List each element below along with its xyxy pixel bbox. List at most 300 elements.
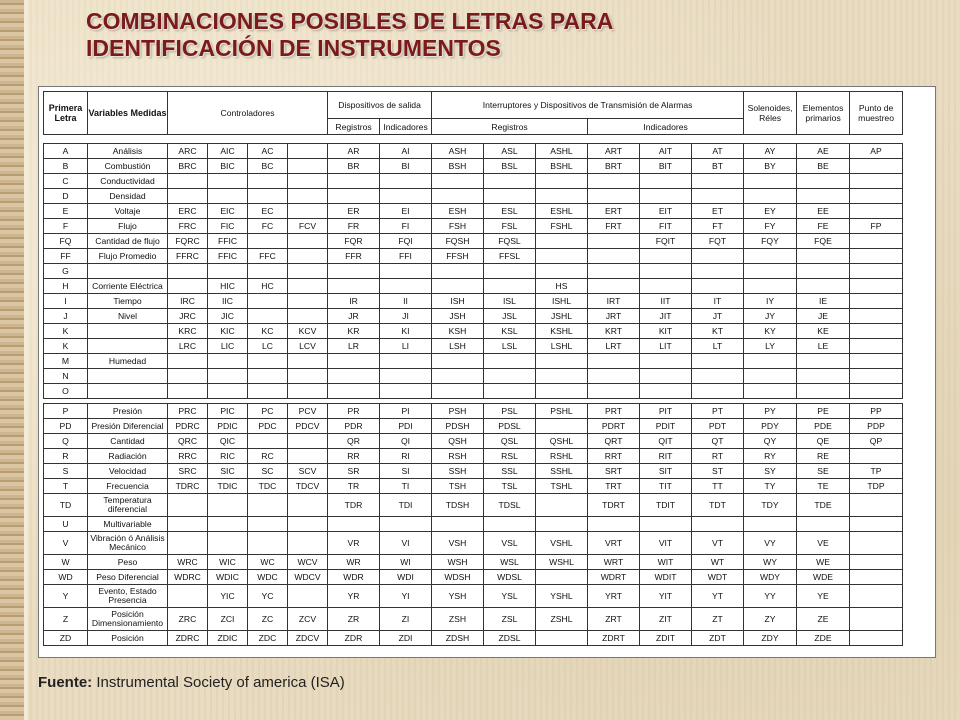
code-cell: WDC bbox=[248, 570, 288, 585]
code-cell: SY bbox=[744, 464, 797, 479]
code-cell: PT bbox=[692, 404, 744, 419]
code-cell: IRC bbox=[168, 294, 208, 309]
first-letter-cell: P bbox=[44, 404, 88, 419]
code-cell bbox=[288, 494, 328, 517]
code-cell: AI bbox=[380, 144, 432, 159]
code-cell: JSHL bbox=[536, 309, 588, 324]
table-row bbox=[44, 174, 903, 189]
code-cell: PC bbox=[248, 404, 288, 419]
code-cell: VIT bbox=[640, 532, 692, 555]
first-letter-cell: S bbox=[44, 464, 88, 479]
code-cell bbox=[744, 264, 797, 279]
table-row bbox=[44, 532, 903, 555]
code-cell: TDC bbox=[248, 479, 288, 494]
code-cell bbox=[208, 517, 248, 532]
code-cell bbox=[248, 234, 288, 249]
code-cell: VSH bbox=[432, 532, 484, 555]
code-cell: PRT bbox=[588, 404, 640, 419]
code-cell: KIT bbox=[640, 324, 692, 339]
code-cell: PDI bbox=[380, 419, 432, 434]
code-cell: FQSH bbox=[432, 234, 484, 249]
code-cell: VRT bbox=[588, 532, 640, 555]
code-cell: WDR bbox=[328, 570, 380, 585]
code-cell: KE bbox=[797, 324, 850, 339]
code-cell: ZR bbox=[328, 608, 380, 631]
code-cell bbox=[328, 174, 380, 189]
first-letter-cell: WD bbox=[44, 570, 88, 585]
code-cell bbox=[850, 264, 903, 279]
code-cell: PDC bbox=[248, 419, 288, 434]
code-cell: JY bbox=[744, 309, 797, 324]
code-cell: BRC bbox=[168, 159, 208, 174]
code-cell bbox=[692, 369, 744, 384]
code-cell: JE bbox=[797, 309, 850, 324]
code-cell: YSH bbox=[432, 585, 484, 608]
code-cell bbox=[380, 264, 432, 279]
code-cell: ZSHL bbox=[536, 608, 588, 631]
code-cell: KIC bbox=[208, 324, 248, 339]
first-letter-cell: Z bbox=[44, 608, 88, 631]
code-cell: RRC bbox=[168, 449, 208, 464]
code-cell: QE bbox=[797, 434, 850, 449]
code-cell: WDY bbox=[744, 570, 797, 585]
code-cell bbox=[168, 354, 208, 369]
code-cell: ZDSH bbox=[432, 631, 484, 646]
code-cell: PDT bbox=[692, 419, 744, 434]
first-letter-cell: Q bbox=[44, 434, 88, 449]
code-cell bbox=[850, 279, 903, 294]
table-row bbox=[44, 517, 903, 532]
code-cell bbox=[640, 249, 692, 264]
code-cell: RSH bbox=[432, 449, 484, 464]
code-cell: ER bbox=[328, 204, 380, 219]
code-cell bbox=[484, 354, 536, 369]
code-cell: KY bbox=[744, 324, 797, 339]
code-cell: KCV bbox=[288, 324, 328, 339]
code-cell bbox=[744, 354, 797, 369]
code-cell bbox=[797, 189, 850, 204]
header-solenoides: Solenoides, Réles bbox=[744, 92, 797, 135]
code-cell bbox=[288, 189, 328, 204]
code-cell bbox=[797, 264, 850, 279]
code-cell bbox=[380, 369, 432, 384]
title-line-2: IDENTIFICACIÓN DE INSTRUMENTOS bbox=[86, 35, 501, 61]
title-line-1: COMBINACIONES POSIBLES DE LETRAS PARA bbox=[86, 8, 614, 34]
code-cell: PP bbox=[850, 404, 903, 419]
code-cell bbox=[536, 570, 588, 585]
variable-cell: Frecuencia bbox=[88, 479, 168, 494]
table-row bbox=[44, 384, 903, 399]
code-cell bbox=[168, 532, 208, 555]
code-cell bbox=[850, 354, 903, 369]
code-cell: WI bbox=[380, 555, 432, 570]
code-cell: EE bbox=[797, 204, 850, 219]
code-cell: TDCV bbox=[288, 479, 328, 494]
first-letter-cell: Y bbox=[44, 585, 88, 608]
code-cell bbox=[850, 517, 903, 532]
code-cell: KI bbox=[380, 324, 432, 339]
decorative-left-border bbox=[0, 0, 25, 720]
code-cell: AIC bbox=[208, 144, 248, 159]
code-cell: ZDRC bbox=[168, 631, 208, 646]
code-cell bbox=[328, 384, 380, 399]
code-cell bbox=[288, 517, 328, 532]
code-cell bbox=[288, 204, 328, 219]
code-cell: AY bbox=[744, 144, 797, 159]
code-cell: AT bbox=[692, 144, 744, 159]
code-cell bbox=[588, 264, 640, 279]
code-cell bbox=[288, 264, 328, 279]
code-cell: TDRT bbox=[588, 494, 640, 517]
code-cell bbox=[850, 159, 903, 174]
table-row bbox=[44, 419, 903, 434]
variable-cell bbox=[88, 324, 168, 339]
code-cell bbox=[536, 174, 588, 189]
code-cell: WIT bbox=[640, 555, 692, 570]
code-cell: WDRT bbox=[588, 570, 640, 585]
code-cell: FT bbox=[692, 219, 744, 234]
code-cell bbox=[797, 279, 850, 294]
code-cell bbox=[432, 369, 484, 384]
code-cell: EIC bbox=[208, 204, 248, 219]
code-cell: PDIT bbox=[640, 419, 692, 434]
code-cell bbox=[288, 309, 328, 324]
first-letter-cell: PD bbox=[44, 419, 88, 434]
code-cell: ZDR bbox=[328, 631, 380, 646]
first-letter-cell: U bbox=[44, 517, 88, 532]
variable-cell: Nivel bbox=[88, 309, 168, 324]
code-cell: IT bbox=[692, 294, 744, 309]
table-row bbox=[44, 249, 903, 264]
code-cell: ZRC bbox=[168, 608, 208, 631]
code-cell: PDY bbox=[744, 419, 797, 434]
code-cell bbox=[640, 174, 692, 189]
code-cell bbox=[288, 294, 328, 309]
code-cell: VE bbox=[797, 532, 850, 555]
code-cell: ET bbox=[692, 204, 744, 219]
code-cell bbox=[850, 449, 903, 464]
code-cell bbox=[640, 279, 692, 294]
code-cell: YE bbox=[797, 585, 850, 608]
code-cell: KT bbox=[692, 324, 744, 339]
code-cell: YY bbox=[744, 585, 797, 608]
code-cell: JSL bbox=[484, 309, 536, 324]
code-cell: FRT bbox=[588, 219, 640, 234]
code-cell: LC bbox=[248, 339, 288, 354]
code-cell bbox=[288, 234, 328, 249]
code-cell bbox=[640, 369, 692, 384]
decorative-left-stripe bbox=[24, 0, 28, 720]
code-cell: EC bbox=[248, 204, 288, 219]
code-cell: TIT bbox=[640, 479, 692, 494]
code-cell: KC bbox=[248, 324, 288, 339]
code-cell: RIT bbox=[640, 449, 692, 464]
code-cell bbox=[432, 384, 484, 399]
code-cell: RSHL bbox=[536, 449, 588, 464]
code-cell bbox=[288, 369, 328, 384]
code-cell bbox=[328, 517, 380, 532]
code-cell: VI bbox=[380, 532, 432, 555]
code-cell bbox=[484, 264, 536, 279]
code-cell: WC bbox=[248, 555, 288, 570]
code-cell: PE bbox=[797, 404, 850, 419]
first-letter-cell: D bbox=[44, 189, 88, 204]
variable-cell: Análisis bbox=[88, 144, 168, 159]
code-cell: ASHL bbox=[536, 144, 588, 159]
code-cell: TDSH bbox=[432, 494, 484, 517]
code-cell: RC bbox=[248, 449, 288, 464]
header-salida-registros: Registros bbox=[328, 119, 380, 135]
first-letter-cell: K bbox=[44, 324, 88, 339]
code-cell: TY bbox=[744, 479, 797, 494]
code-cell bbox=[432, 517, 484, 532]
table-row bbox=[44, 479, 903, 494]
variable-cell: Multivariable bbox=[88, 517, 168, 532]
code-cell: PY bbox=[744, 404, 797, 419]
code-cell: ZDE bbox=[797, 631, 850, 646]
code-cell: PDRT bbox=[588, 419, 640, 434]
code-cell bbox=[850, 189, 903, 204]
code-cell bbox=[328, 189, 380, 204]
code-cell bbox=[432, 279, 484, 294]
code-cell bbox=[850, 369, 903, 384]
code-cell bbox=[248, 174, 288, 189]
code-cell: IIC bbox=[208, 294, 248, 309]
code-cell: QI bbox=[380, 434, 432, 449]
code-cell: LIC bbox=[208, 339, 248, 354]
code-cell: JIC bbox=[208, 309, 248, 324]
code-cell bbox=[536, 631, 588, 646]
code-cell: QR bbox=[328, 434, 380, 449]
code-cell bbox=[288, 159, 328, 174]
code-cell bbox=[288, 279, 328, 294]
code-cell: ISHL bbox=[536, 294, 588, 309]
code-cell: ESH bbox=[432, 204, 484, 219]
code-cell: SR bbox=[328, 464, 380, 479]
code-cell bbox=[380, 517, 432, 532]
code-cell: QP bbox=[850, 434, 903, 449]
code-cell: ZI bbox=[380, 608, 432, 631]
first-letter-cell: R bbox=[44, 449, 88, 464]
code-cell bbox=[248, 294, 288, 309]
code-cell: SRT bbox=[588, 464, 640, 479]
code-cell: JIT bbox=[640, 309, 692, 324]
code-cell: VR bbox=[328, 532, 380, 555]
code-cell: VSL bbox=[484, 532, 536, 555]
code-cell bbox=[380, 354, 432, 369]
table-row bbox=[44, 204, 903, 219]
code-cell bbox=[850, 234, 903, 249]
code-cell: FRC bbox=[168, 219, 208, 234]
table-row bbox=[44, 494, 903, 517]
code-cell bbox=[588, 517, 640, 532]
code-cell: LR bbox=[328, 339, 380, 354]
code-cell: YRT bbox=[588, 585, 640, 608]
code-cell: YSL bbox=[484, 585, 536, 608]
code-cell: FIT bbox=[640, 219, 692, 234]
variable-cell: Cantidad bbox=[88, 434, 168, 449]
code-cell: FFC bbox=[248, 249, 288, 264]
code-cell bbox=[208, 264, 248, 279]
code-cell bbox=[850, 555, 903, 570]
code-cell bbox=[248, 384, 288, 399]
code-cell bbox=[744, 384, 797, 399]
code-cell: VSHL bbox=[536, 532, 588, 555]
code-cell bbox=[692, 189, 744, 204]
variable-cell: Posición Dimensionamiento bbox=[88, 608, 168, 631]
code-cell bbox=[248, 369, 288, 384]
code-cell: LIT bbox=[640, 339, 692, 354]
code-cell bbox=[380, 384, 432, 399]
code-cell: FIC bbox=[208, 219, 248, 234]
code-cell: VY bbox=[744, 532, 797, 555]
first-letter-cell: C bbox=[44, 174, 88, 189]
code-cell: LSH bbox=[432, 339, 484, 354]
table-body-top bbox=[43, 143, 903, 399]
code-cell bbox=[248, 494, 288, 517]
code-cell: LE bbox=[797, 339, 850, 354]
code-cell: FQY bbox=[744, 234, 797, 249]
code-cell: WDT bbox=[692, 570, 744, 585]
variable-cell: Combustión bbox=[88, 159, 168, 174]
code-cell: ZDIC bbox=[208, 631, 248, 646]
code-cell bbox=[168, 189, 208, 204]
code-cell bbox=[208, 369, 248, 384]
code-cell: QY bbox=[744, 434, 797, 449]
code-cell bbox=[536, 234, 588, 249]
code-cell: BSHL bbox=[536, 159, 588, 174]
code-cell: BY bbox=[744, 159, 797, 174]
code-cell bbox=[692, 264, 744, 279]
code-cell bbox=[380, 279, 432, 294]
code-cell bbox=[208, 354, 248, 369]
code-cell bbox=[484, 369, 536, 384]
code-cell bbox=[850, 532, 903, 555]
table-row bbox=[44, 294, 903, 309]
code-cell: PIT bbox=[640, 404, 692, 419]
code-cell bbox=[168, 494, 208, 517]
code-cell bbox=[328, 264, 380, 279]
code-cell bbox=[692, 279, 744, 294]
code-cell bbox=[588, 234, 640, 249]
code-cell: RR bbox=[328, 449, 380, 464]
code-cell: ZT bbox=[692, 608, 744, 631]
code-cell bbox=[208, 174, 248, 189]
variable-cell: Conductividad bbox=[88, 174, 168, 189]
source-note bbox=[38, 674, 345, 691]
code-cell: RIC bbox=[208, 449, 248, 464]
code-cell: FFI bbox=[380, 249, 432, 264]
code-cell bbox=[168, 369, 208, 384]
code-cell: RRT bbox=[588, 449, 640, 464]
code-cell: PDSL bbox=[484, 419, 536, 434]
variable-cell: Temperatura diferencial bbox=[88, 494, 168, 517]
code-cell: WDIT bbox=[640, 570, 692, 585]
code-cell: ZDIT bbox=[640, 631, 692, 646]
code-cell: WDI bbox=[380, 570, 432, 585]
code-cell: ZSH bbox=[432, 608, 484, 631]
code-cell: RE bbox=[797, 449, 850, 464]
first-letter-cell: F bbox=[44, 219, 88, 234]
code-cell bbox=[248, 309, 288, 324]
code-cell: WDCV bbox=[288, 570, 328, 585]
code-cell bbox=[208, 189, 248, 204]
code-cell bbox=[432, 189, 484, 204]
table-header bbox=[43, 91, 903, 135]
code-cell: JRC bbox=[168, 309, 208, 324]
header-primera-letra: Primera Letra bbox=[44, 92, 88, 135]
code-cell: FFR bbox=[328, 249, 380, 264]
code-cell bbox=[850, 384, 903, 399]
code-cell: EY bbox=[744, 204, 797, 219]
code-cell: FQR bbox=[328, 234, 380, 249]
code-cell: PRC bbox=[168, 404, 208, 419]
table-row bbox=[44, 585, 903, 608]
code-cell: FFRC bbox=[168, 249, 208, 264]
code-cell: YIC bbox=[208, 585, 248, 608]
code-cell: YSHL bbox=[536, 585, 588, 608]
code-cell bbox=[588, 174, 640, 189]
code-cell: FR bbox=[328, 219, 380, 234]
code-cell: PDR bbox=[328, 419, 380, 434]
code-cell: IY bbox=[744, 294, 797, 309]
instrument-table-panel bbox=[38, 86, 936, 658]
first-letter-cell: O bbox=[44, 384, 88, 399]
code-cell: TDT bbox=[692, 494, 744, 517]
table-row bbox=[44, 555, 903, 570]
code-cell: HIC bbox=[208, 279, 248, 294]
variable-cell bbox=[88, 369, 168, 384]
first-letter-cell: N bbox=[44, 369, 88, 384]
code-cell: FC bbox=[248, 219, 288, 234]
first-letter-cell: H bbox=[44, 279, 88, 294]
code-cell: ZCV bbox=[288, 608, 328, 631]
code-cell bbox=[850, 324, 903, 339]
code-cell bbox=[850, 174, 903, 189]
code-cell: FCV bbox=[288, 219, 328, 234]
code-cell: VT bbox=[692, 532, 744, 555]
code-cell: LSHL bbox=[536, 339, 588, 354]
table-row bbox=[44, 404, 903, 419]
code-cell bbox=[797, 517, 850, 532]
code-cell bbox=[328, 369, 380, 384]
table-row bbox=[44, 631, 903, 646]
code-cell: TDSL bbox=[484, 494, 536, 517]
code-cell bbox=[328, 354, 380, 369]
code-cell: SE bbox=[797, 464, 850, 479]
code-cell: YR bbox=[328, 585, 380, 608]
code-cell: HC bbox=[248, 279, 288, 294]
code-cell: FFSL bbox=[484, 249, 536, 264]
code-cell: BT bbox=[692, 159, 744, 174]
code-cell: WIC bbox=[208, 555, 248, 570]
code-cell: TSL bbox=[484, 479, 536, 494]
code-cell bbox=[288, 174, 328, 189]
code-cell: ART bbox=[588, 144, 640, 159]
code-cell bbox=[168, 264, 208, 279]
code-cell: LCV bbox=[288, 339, 328, 354]
code-cell: LRC bbox=[168, 339, 208, 354]
code-cell bbox=[640, 354, 692, 369]
code-cell: IR bbox=[328, 294, 380, 309]
code-cell: PIC bbox=[208, 404, 248, 419]
code-cell bbox=[588, 279, 640, 294]
first-letter-cell: TD bbox=[44, 494, 88, 517]
code-cell bbox=[536, 354, 588, 369]
code-cell bbox=[288, 532, 328, 555]
code-cell: QRT bbox=[588, 434, 640, 449]
code-cell: BC bbox=[248, 159, 288, 174]
